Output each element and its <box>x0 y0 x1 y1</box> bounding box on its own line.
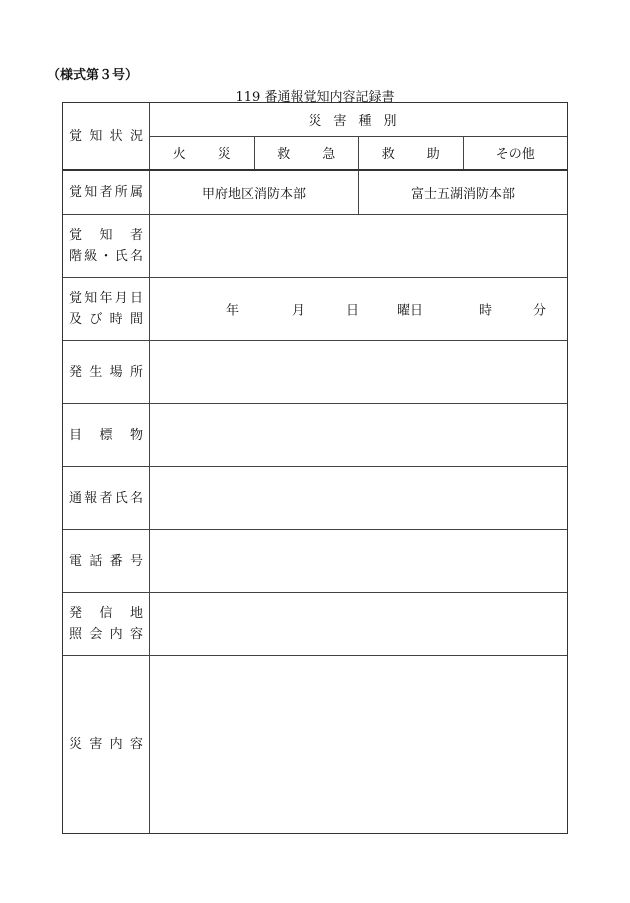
caller-name-field[interactable] <box>150 467 567 529</box>
landmark-label: 目標物 <box>69 427 143 443</box>
disaster-content-label: 災害内容 <box>69 737 143 752</box>
type-rescue[interactable] <box>359 136 464 169</box>
department-label: 覚知者所属 <box>69 185 143 200</box>
row-awareness-status <box>63 103 567 169</box>
landmark-field[interactable] <box>150 404 567 466</box>
disaster-type-cell <box>150 103 567 169</box>
row-landmark <box>63 403 567 466</box>
rank-name-field[interactable] <box>150 215 567 277</box>
form-number: （様式第３号） <box>47 68 139 83</box>
disaster-type-header: 災害種別 <box>150 103 567 137</box>
disaster-content-field[interactable] <box>150 656 567 833</box>
unit-year: 年 <box>226 303 240 319</box>
origin-query-label <box>69 603 143 645</box>
label-cell <box>63 278 150 340</box>
unit-minute: 分 <box>533 303 547 319</box>
rank-name-label-line2: 階級・氏名 <box>69 249 143 264</box>
datetime-label <box>69 288 143 330</box>
type-fire-label: 火災 <box>172 147 231 162</box>
row-phone <box>63 529 567 592</box>
datetime-label-line2: 及び時間 <box>69 312 143 327</box>
awareness-status-label: 覚知状況 <box>69 128 143 144</box>
location-field[interactable] <box>150 341 567 403</box>
row-caller-name <box>63 466 567 529</box>
phone-field[interactable] <box>150 530 567 592</box>
department-options <box>150 171 567 214</box>
department-fujigoko[interactable]: 富士五湖消防本部 <box>410 187 515 202</box>
department-kofu[interactable]: 甲府地区消防本部 <box>150 171 359 214</box>
label-cell <box>63 530 150 592</box>
row-location <box>63 340 567 403</box>
datetime-field[interactable] <box>150 278 567 340</box>
label-cell <box>63 171 150 214</box>
record-form-table <box>62 102 568 834</box>
type-ambulance-label: 救急 <box>277 147 336 162</box>
rank-name-label-line1: 覚知者 <box>69 228 143 243</box>
type-rescue-label: 救助 <box>381 147 440 162</box>
origin-query-label-line1: 発信地 <box>69 606 143 621</box>
row-disaster-content <box>63 655 567 833</box>
unit-hour: 時 <box>479 303 493 319</box>
label-cell <box>63 103 150 169</box>
label-cell <box>63 656 150 833</box>
disaster-type-options <box>150 136 567 169</box>
unit-weekday: 曜日 <box>397 303 424 319</box>
caller-name-label: 通報者氏名 <box>69 490 143 506</box>
type-ambulance[interactable] <box>255 136 360 169</box>
type-fire[interactable] <box>150 136 255 169</box>
label-cell <box>63 593 150 655</box>
unit-month: 月 <box>292 303 306 319</box>
label-cell <box>63 215 150 277</box>
row-department <box>63 169 567 214</box>
phone-label: 電話番号 <box>69 553 143 569</box>
location-label: 発生場所 <box>69 364 143 380</box>
row-datetime <box>63 277 567 340</box>
row-origin-query <box>63 592 567 655</box>
origin-query-field[interactable] <box>150 593 567 655</box>
label-cell <box>63 467 150 529</box>
form-title: 119 番通報覚知内容記録書 <box>235 90 395 105</box>
type-other[interactable] <box>464 136 568 169</box>
unit-day: 日 <box>346 303 360 319</box>
origin-query-label-line2: 照会内容 <box>69 627 143 642</box>
label-cell <box>63 341 150 403</box>
row-rank-name <box>63 214 567 277</box>
type-other-label: その他 <box>495 147 535 162</box>
rank-name-label <box>69 225 143 267</box>
datetime-label-line1: 覚知年月日 <box>69 291 143 306</box>
label-cell <box>63 404 150 466</box>
